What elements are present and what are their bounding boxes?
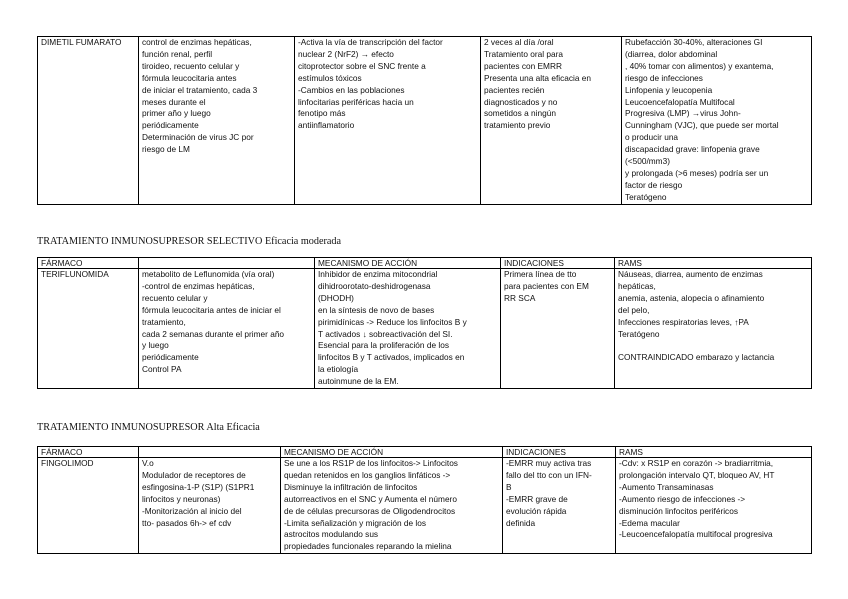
- table-dimetil-fumarato: [37, 36, 812, 205]
- cell-farmaco: DIMETIL FUMARATO: [38, 37, 139, 205]
- section-subtitle: Eficacia moderada: [264, 236, 342, 247]
- cell-uso: control de enzimas hepáticas, función renal, perfil tiroideo, recuento celular y fórmula leucocitaria antes de iniciar el tratamiento, cada 3 meses durante el primer año y luego periódicamente Determinación de virus JC por riesgo de LM: [139, 37, 295, 205]
- section-title-selectivo: [37, 236, 341, 247]
- cell-farmaco: TERIFLUNOMIDA: [38, 269, 139, 389]
- header-indicaciones: INDICACIONES: [503, 447, 616, 458]
- header-mecanismo: MECANISMO DE ACCIÓN: [315, 258, 501, 269]
- cell-uso: V.o Modulador de receptores de esfingosina-1-P (S1P) (S1PR1 linfocitos y neuronas) -Monitorización al inicio del tto- pasados 6h-> ef cdv: [139, 458, 281, 554]
- cell-indicaciones: Primera línea de tto para pacientes con EM RR SCA: [501, 269, 615, 389]
- cell-rams: -Cdv: x RS1P en corazón -> bradiarritmia, prolongación intervalo QT, bloqueo AV, HT -Aumento Transaminasas -Aumento riesgo de infecciones -> disminución linfocitos periféricos -Edema macular -Leucoencefalopatía multifocal progresiva: [616, 458, 812, 554]
- section-title-text: TRATAMIENTO INMUNOSUPRESOR SELECTIVO: [37, 236, 263, 247]
- header-uso: [139, 447, 281, 458]
- cell-rams: Rubefacción 30-40%, alteraciones GI (diarrea, dolor abdominal , 40% tomar con alimentos) y exantema, riesgo de infecciones Linfopenia y leucopenia Leucoencefalopatía Multifocal Progresiva (LMP) →virus John- Cunningham (VJC), que puede ser mortal o producir una discapacidad grave: linfopenia grave (<500/mm3) y prolongada (>6 meses) podría ser un factor de riesgo Teratógeno: [622, 37, 812, 205]
- header-farmaco: FÁRMACO: [38, 447, 139, 458]
- table-row: [38, 37, 812, 205]
- header-indicaciones: INDICACIONES: [501, 258, 615, 269]
- table-row: [38, 458, 812, 554]
- cell-farmaco: FINGOLIMOD: [38, 458, 139, 554]
- cell-uso: metabolito de Leflunomida (vía oral) -control de enzimas hepáticas, recuento celular y fórmula leucocitaria antes de iniciar el tratamiento, cada 2 semanas durante el primer año y luego periódicamente Control PA: [139, 269, 315, 389]
- table-fingolimod: [37, 446, 812, 554]
- header-mecanismo: MECANISMO DE ACCIÓN: [281, 447, 503, 458]
- header-rams: RAMS: [616, 447, 812, 458]
- header-rams: RAMS: [615, 258, 812, 269]
- header-uso: [139, 258, 315, 269]
- section-title-alta-eficacia: [37, 422, 260, 433]
- table-row: [38, 269, 812, 389]
- table-teriflunomida: [37, 257, 812, 389]
- table-header-row: [38, 447, 812, 458]
- section-subtitle: Alta Eficacia: [206, 422, 260, 433]
- cell-indicaciones: 2 veces al día /oral Tratamiento oral para pacientes con EMRR Presenta una alta eficacia en pacientes recién diagnosticados y no sometidos a ningún tratamiento previo: [481, 37, 622, 205]
- cell-indicaciones: -EMRR muy activa tras fallo del tto con un IFN- B -EMRR grave de evolución rápida definida: [503, 458, 616, 554]
- cell-mecanismo: Inhibidor de enzima mitocondrial dihidroorotato-deshidrogenasa (DHODH) en la síntesis de novo de bases pirimidínicas -> Reduce los linfocitos B y T activados ↓ sobreactivación del SI. Esencial para la proliferación de los linfocitos B y T activados, implicados en la etiología autoinmune de la EM.: [315, 269, 501, 389]
- table-header-row: [38, 258, 812, 269]
- section-title-text: TRATAMIENTO INMUNOSUPRESOR: [37, 422, 205, 433]
- cell-mecanismo: -Activa la vía de transcripción del factor nuclear 2 (NrF2) → efecto citoprotector sobre el SNC frente a estímulos tóxicos -Cambios en las poblaciones linfocitarias periféricas hacia un fenotipo más antiinflamatorio: [295, 37, 481, 205]
- cell-rams: Náuseas, diarrea, aumento de enzimas hepáticas, anemia, astenia, alopecia o afinamiento del pelo, Infecciones respiratorias leves, ↑PA Teratógeno CONTRAINDICADO embarazo y lactancia: [615, 269, 812, 389]
- cell-mecanismo: Se une a los RS1P de los linfocitos-> Linfocitos quedan retenidos en los ganglios linfáticos -> Disminuye la infiltración de linfocitos autorreactivos en el SNC y Aumenta el número de de células precursoras de Oligodendrocitos -Limita señalización y migración de los astrocitos modulando sus propiedades funcionales reparando la mielina: [281, 458, 503, 554]
- header-farmaco: FÁRMACO: [38, 258, 139, 269]
